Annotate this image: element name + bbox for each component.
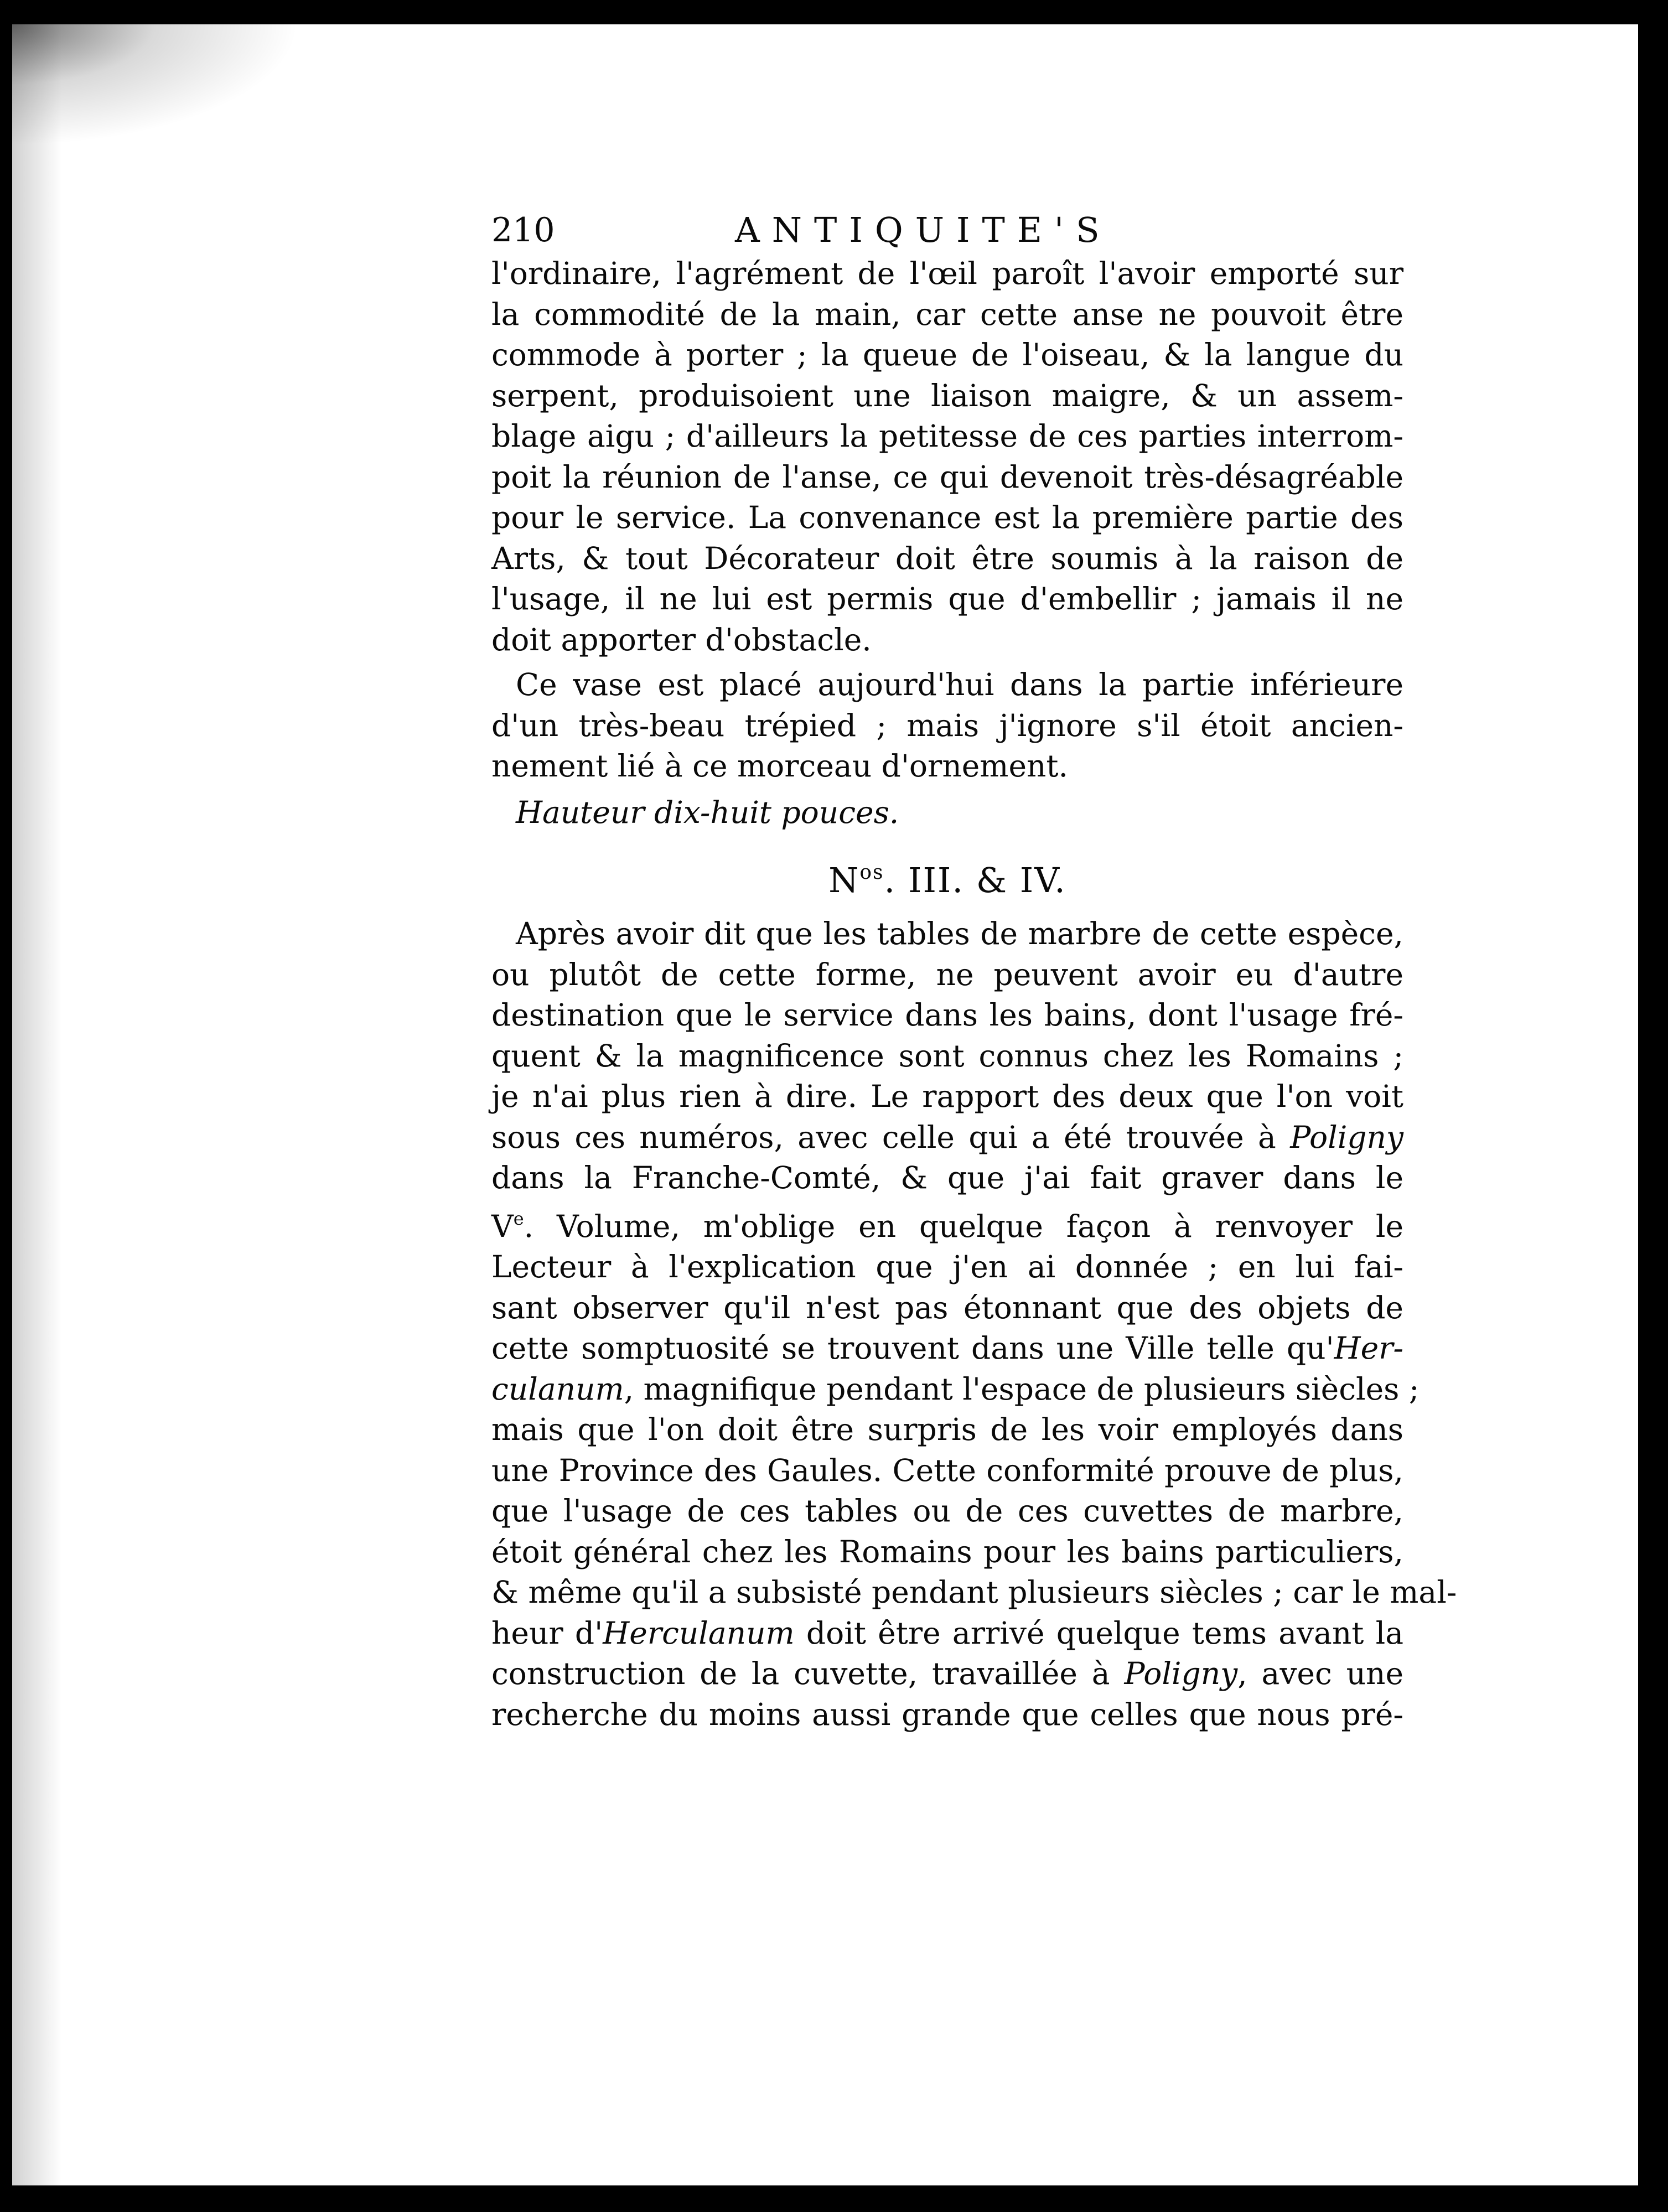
text-segment: cette somptuosité se trouvent dans une Ville telle qu' [491, 1330, 1334, 1366]
italic-place-name: Poligny [1290, 1119, 1403, 1155]
height-note: Hauteur dix-huit pouces. [516, 794, 899, 830]
text-line: recherche du moins aussi grande que celles que nous pré- [491, 1696, 1403, 1732]
text-line: doit apporter d'obstacle. [491, 621, 872, 657]
text-segment: , magnifique pendant l'espace de plusieurs siècles ; [624, 1371, 1420, 1407]
text-line [491, 1117, 1403, 1158]
heading-rest: . III. & IV. [884, 860, 1066, 900]
text-line: pour le service. La convenance est la première partie des [491, 500, 1403, 535]
book-page [12, 24, 1638, 2185]
text-line: dans la Franche-Comté, & que j'ai fait graver dans le [491, 1160, 1403, 1195]
section-heading [491, 849, 1403, 904]
text-line: quent & la magnificence sont connus chez les Romains ; [491, 1038, 1403, 1074]
page-number: 210 [491, 211, 555, 250]
text-line [491, 1613, 1403, 1654]
text-line: sant observer qu'il n'est pas étonnant que des objets de [491, 1289, 1403, 1325]
text-line: ou plutôt de cette forme, ne peuvent avoir eu d'autre [491, 956, 1403, 992]
text-line: la commodité de la main, car cette anse ne pouvoit être [491, 296, 1403, 332]
text-line: une Province des Gaules. Cette conformité prouve de plus, [491, 1452, 1403, 1488]
paragraph-2 [491, 665, 1403, 787]
italic-place-name: culanum [491, 1371, 624, 1407]
text-line: serpent, produisoient une liaison maigre, & un assem- [491, 377, 1403, 413]
superscript: e [513, 1208, 524, 1229]
heading-prefix: N [828, 860, 860, 900]
text-line [491, 1369, 1420, 1410]
text-line: Ce vase est placé aujourd'hui dans la partie inférieure [516, 667, 1403, 702]
text-segment: , avec une [1237, 1656, 1404, 1691]
paragraph-1 [491, 253, 1403, 660]
text-line: blage aigu ; d'ailleurs la petitesse de ces parties interrom- [491, 418, 1403, 454]
text-line: poit la réunion de l'anse, ce qui devenoit très-désagréable [491, 459, 1403, 495]
heading-superscript: os [859, 861, 884, 884]
running-title: ANTIQUITE'S [735, 210, 1112, 250]
text-segment: sous ces numéros, avec celle qui a été trouvée à [491, 1119, 1291, 1155]
text-segment: doit être arrivé quelque tems avant la [794, 1615, 1403, 1651]
text-block [491, 207, 1457, 1735]
text-line: Après avoir dit que les tables de marbre de cette espèce, [516, 916, 1403, 951]
text-line: destination que le service dans les bains, dont l'usage fré- [491, 997, 1403, 1033]
text-line [491, 1199, 1403, 1247]
italic-place-name: Her- [1334, 1330, 1403, 1366]
text-segment: construction de la cuvette, travaillée à [491, 1656, 1125, 1691]
text-line: Arts, & tout Décorateur doit être soumis à la raison de [491, 540, 1403, 576]
text-line: que l'usage de ces tables ou de ces cuvettes de marbre, [491, 1493, 1403, 1529]
paragraph-3 [491, 914, 1457, 1735]
text-line: l'usage, il ne lui est permis que d'embellir ; jamais il ne [491, 581, 1403, 617]
text-segment: V [491, 1208, 514, 1244]
text-segment: heur d' [491, 1615, 603, 1651]
text-line: l'ordinaire, l'agrément de l'œil paroît l'avoir emporté sur [491, 256, 1403, 291]
text-line: d'un très-beau trépied ; mais j'ignore s'il étoit ancien- [491, 707, 1403, 743]
text-line: je n'ai plus rien à dire. Le rapport des deux que l'on voit [491, 1079, 1403, 1114]
text-line [491, 1328, 1403, 1369]
text-line [491, 1654, 1403, 1695]
italic-place-name: Herculanum [603, 1615, 795, 1651]
text-line: nement lié à ce morceau d'ornement. [491, 748, 1069, 784]
text-line: & même qu'il a subsisté pendant plusieurs siècles ; car le mal- [491, 1574, 1457, 1610]
text-line: étoit général chez les Romains pour les bains particuliers, [491, 1534, 1403, 1569]
text-line: Lecteur à l'explication que j'en ai donnée ; en lui fai- [491, 1249, 1403, 1284]
text-line: commode à porter ; la queue de l'oiseau, & la langue du [491, 337, 1403, 372]
italic-place-name: Poligny [1124, 1656, 1238, 1691]
running-header [491, 207, 1403, 253]
text-segment: . Volume, m'oblige en quelque façon à renvoyer le [524, 1208, 1403, 1244]
text-line: mais que l'on doit être surpris de les voir employés dans [491, 1412, 1403, 1447]
